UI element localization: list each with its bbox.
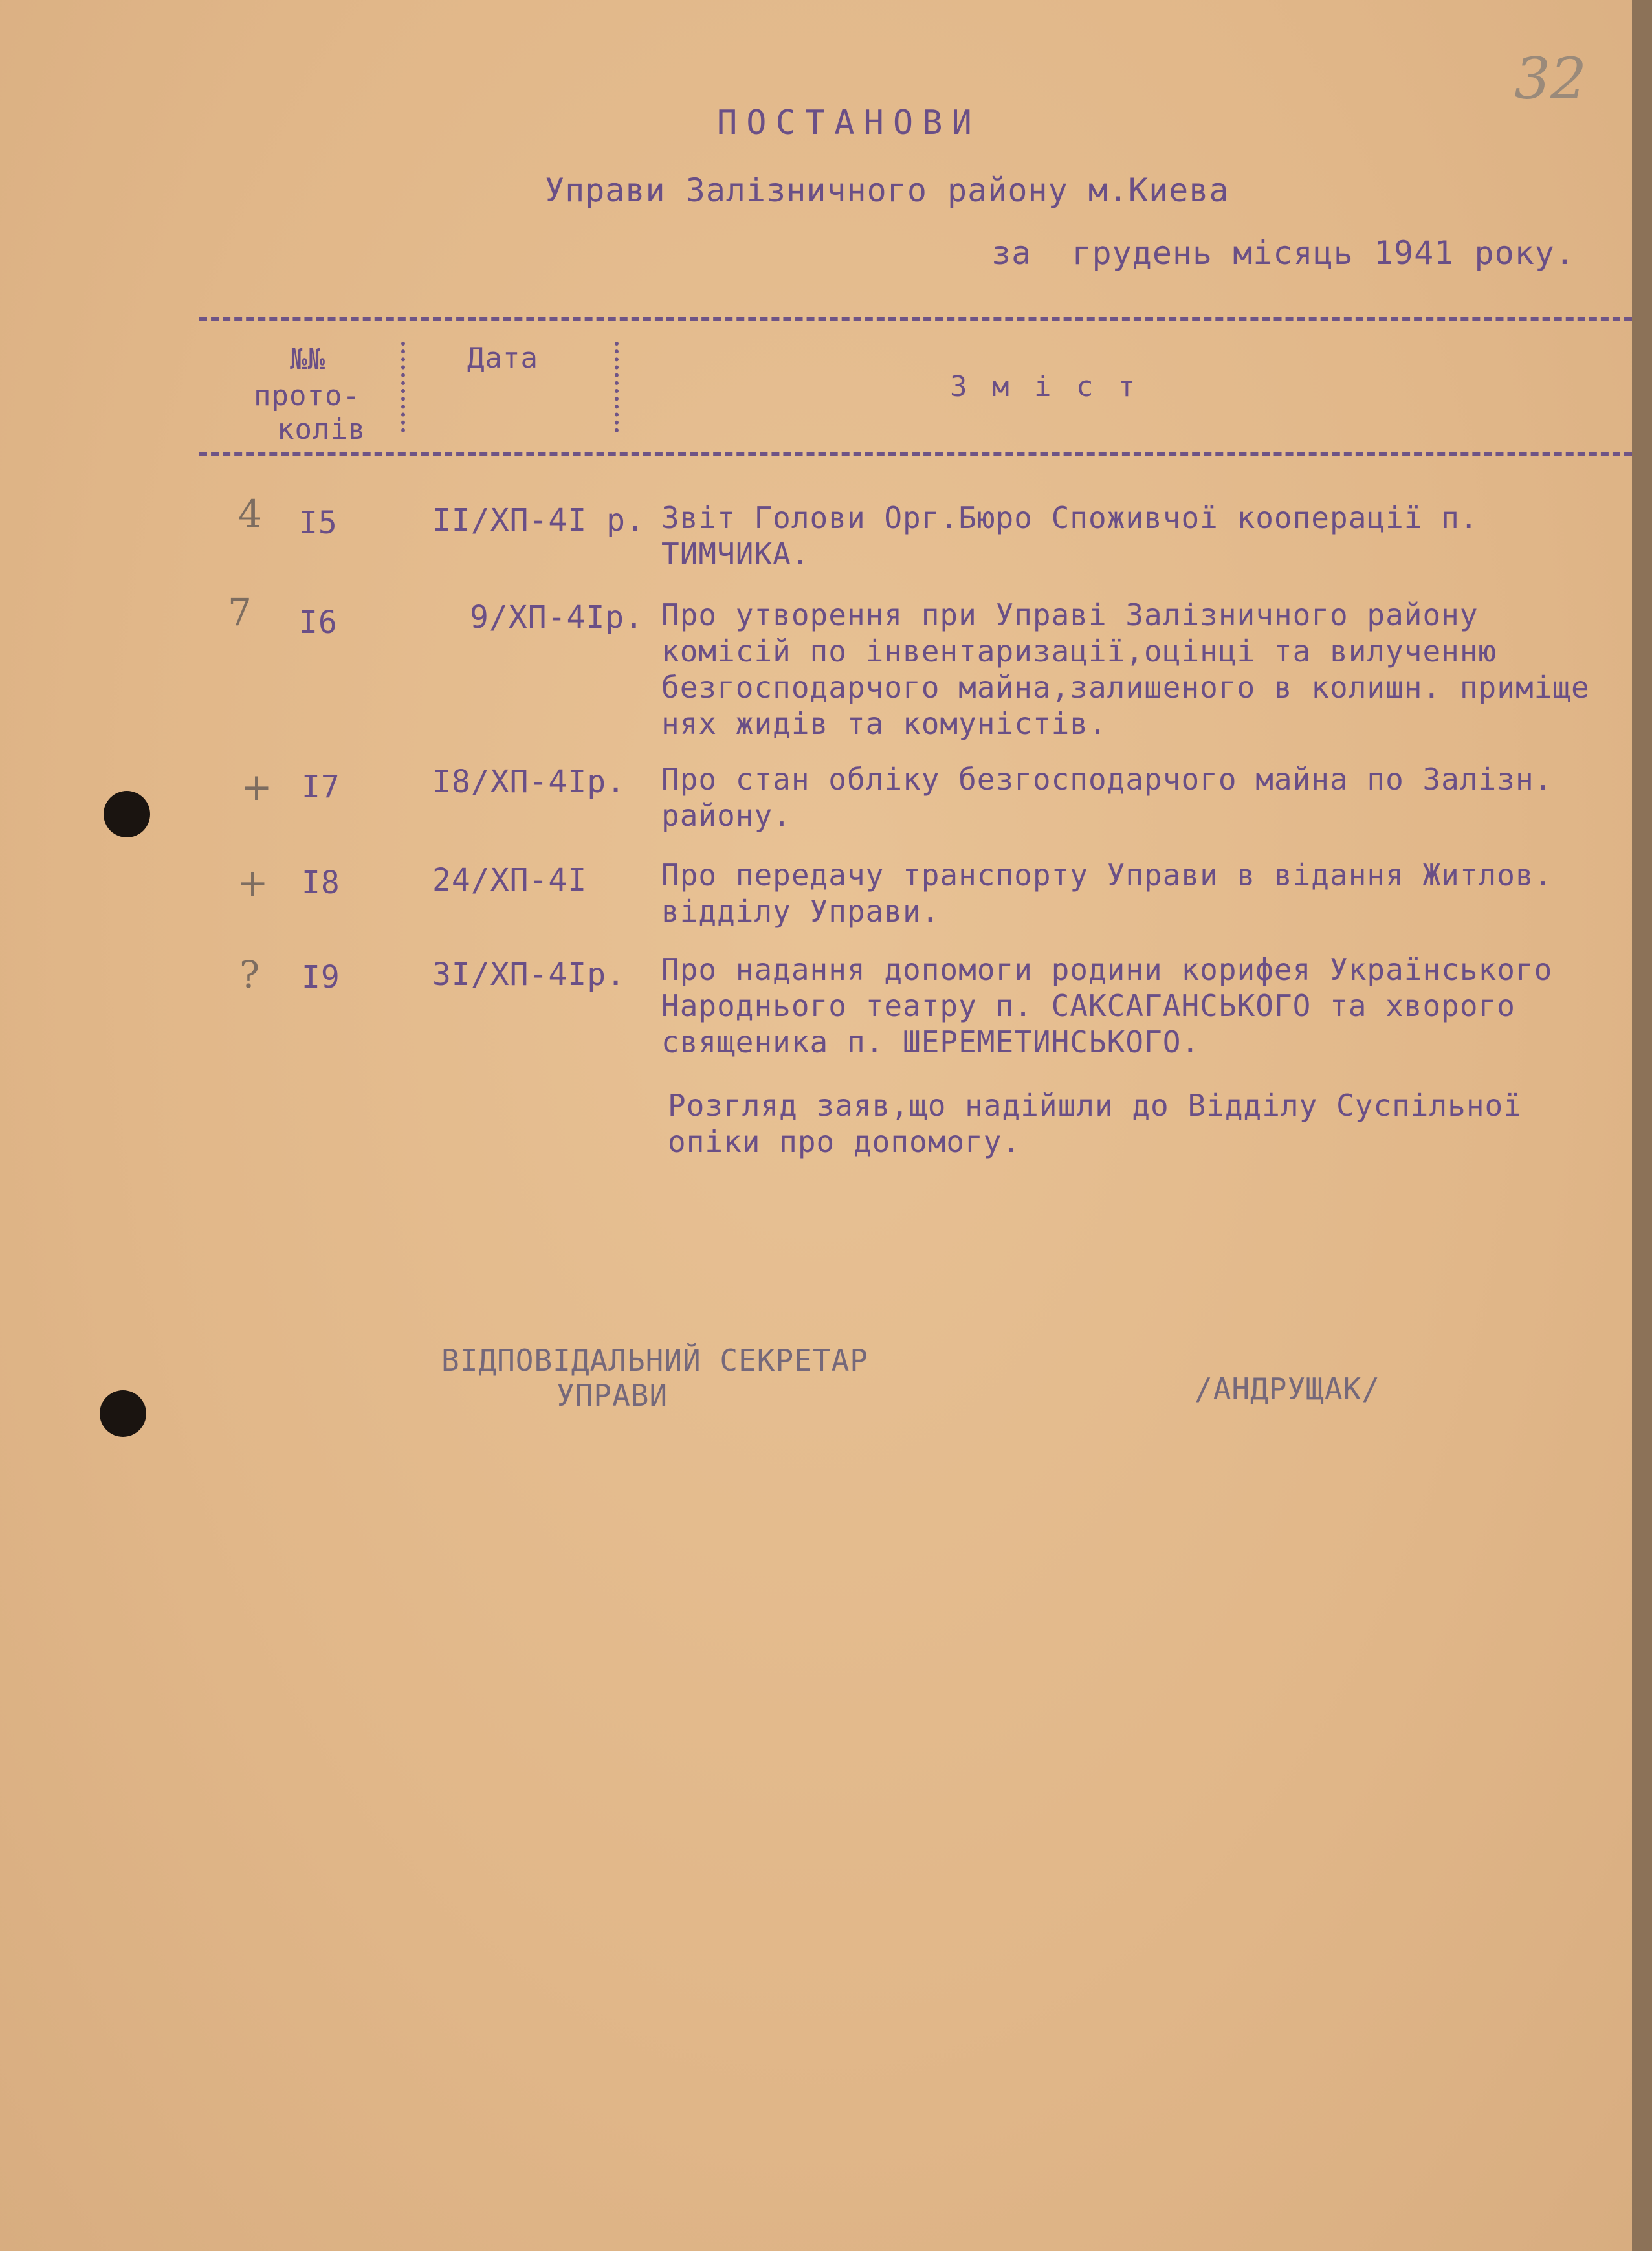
row-number: I7 xyxy=(302,769,340,805)
row-text-line: комісій по інвентаризації,оцінці та вилученню xyxy=(661,634,1497,669)
row-text-line: Про надання допомоги родини корифея Українського xyxy=(661,952,1553,987)
row-mark: 7 xyxy=(228,590,252,634)
row-date: I8/XП-4Iр. xyxy=(432,764,626,800)
row-text-line: відділу Управи. xyxy=(661,894,940,929)
row-text-line: Звіт Голови Орг.Бюро Споживчої кооперації п. xyxy=(661,500,1479,535)
folio-number: 32 xyxy=(1514,45,1587,112)
document-title: ПОСТАНОВИ xyxy=(717,104,981,142)
row-date: 3I/XП-4Iр. xyxy=(432,957,626,993)
header-number-line-3: колів xyxy=(277,413,366,446)
header-date: Дата xyxy=(467,342,538,375)
table-top-rule xyxy=(199,317,1632,321)
header-content: З м і с т xyxy=(950,370,1140,403)
row-text-line: Про стан обліку безгосподарчого майна по Залізн. xyxy=(661,762,1553,797)
row-text-line: нях жидів та комуністів. xyxy=(661,706,1107,741)
row-number: I5 xyxy=(299,505,338,541)
row-number: I6 xyxy=(299,604,338,641)
row-date: II/XП-4I р. xyxy=(432,502,645,538)
row-text-line: безгосподарчого майна,залишеного в колишн. приміще xyxy=(661,670,1590,705)
row-text-line: Про утворення при Управі Залізничного району xyxy=(661,597,1479,632)
row-number: I9 xyxy=(302,959,340,995)
document-period: за грудень місяць 1941 року. xyxy=(991,234,1575,272)
document-subtitle: Управи Залізничного району м.Киева xyxy=(545,172,1229,209)
row-mark: + xyxy=(237,861,269,905)
row-text-line: священика п. ШЕРЕМЕТИНСЬКОГО. xyxy=(661,1025,1200,1059)
signature-position-line-1: ВІДПОВІДАЛЬНИЙ СЕКРЕТАР xyxy=(441,1343,868,1378)
row-date: 24/XП-4I xyxy=(432,862,588,898)
punch-hole xyxy=(104,791,150,837)
punch-hole xyxy=(100,1390,146,1437)
row-mark: + xyxy=(241,765,272,809)
row-mark: ? xyxy=(239,953,260,997)
page-edge xyxy=(1632,0,1652,2251)
signature-position-line-2: УПРАВИ xyxy=(556,1378,668,1413)
extra-text-line: Розгляд заяв,що надійшли до Відділу Суспільної xyxy=(668,1088,1522,1123)
row-text-line: Народнього театру п. САКСАГАНСЬКОГО та хворого xyxy=(661,988,1515,1023)
header-column-separator-1 xyxy=(401,342,405,432)
header-column-separator-2 xyxy=(615,342,619,432)
row-text-line: району. xyxy=(661,798,791,833)
extra-text-line: опіки про допомогу. xyxy=(668,1124,1021,1159)
row-number: I8 xyxy=(302,865,340,901)
row-mark: 4 xyxy=(238,492,262,536)
header-number-line-2: прото- xyxy=(254,379,360,412)
row-text-line: Про передачу транспорту Управи в відання Житлов. xyxy=(661,858,1553,893)
header-number-line-1: №№ xyxy=(290,343,325,376)
row-date: 9/XП-4Iр. xyxy=(470,599,644,636)
row-text-line: ТИМЧИКА. xyxy=(661,537,810,571)
table-header-rule xyxy=(199,452,1632,456)
signature-name: /АНДРУЩАК/ xyxy=(1195,1371,1380,1406)
